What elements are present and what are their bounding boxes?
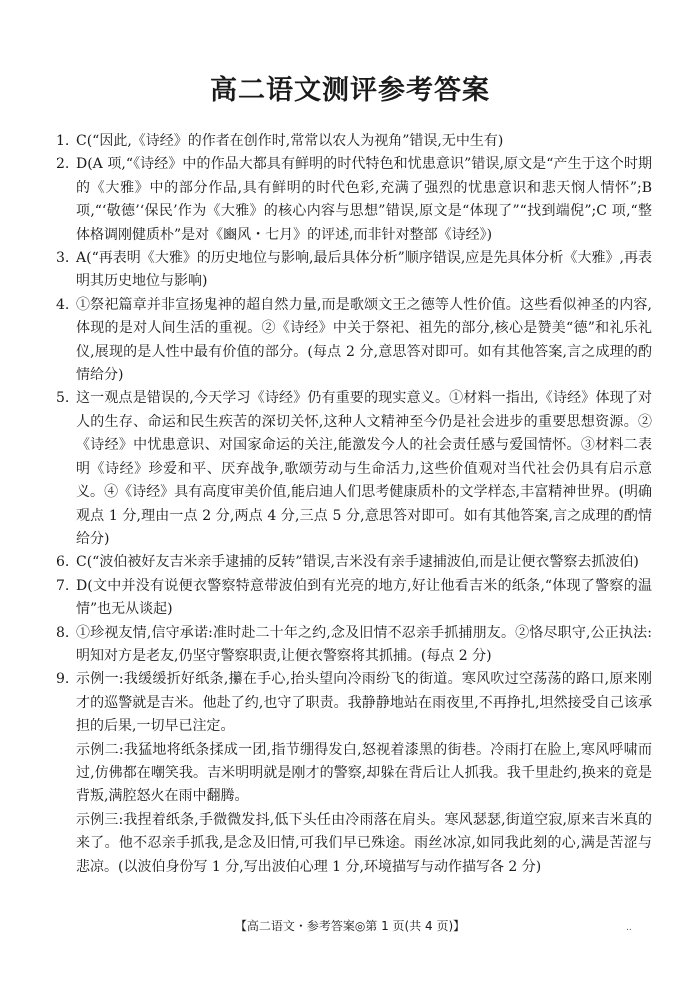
answer-item bbox=[56, 668, 652, 879]
answer-item bbox=[56, 551, 652, 574]
answer-number: 8. bbox=[56, 624, 70, 641]
answer-number: 6. bbox=[56, 554, 70, 571]
answer-number: 2. bbox=[56, 156, 70, 173]
answer-text: 示例一:我缓缓折好纸条,攥在手心,抬头望向冷雨纷飞的街道。寒风吹过空荡荡的路口,原来刚才的巡警就是吉米。他赴了约,也守了职责。我静静地站在雨夜里,不再挣扎,坦然接受自己该承担的后果,一切早已注定。 bbox=[76, 671, 652, 735]
page-footer: 【高二语文・参考答案◎第 1 页(共 4 页)】 bbox=[234, 919, 466, 933]
answer-number: 7. bbox=[56, 577, 70, 594]
answer-text: D(文中并没有说便衣警察特意带波伯到有光亮的地方,好让他看吉米的纸条,“体现了警察的温情”也无从谈起) bbox=[76, 577, 652, 618]
answer-number: 3. bbox=[56, 250, 70, 267]
answer-text: C(“波伯被好友吉米亲手逮捕的反转”错误,吉米没有亲手逮捕波伯,而是让便衣警察去抓波伯) bbox=[76, 554, 639, 571]
answer-text: A(“再表明《大雅》的历史地位与影响,最后具体分析”顺序错误,应是先具体分析《大雅》,再表明其历史地位与影响) bbox=[76, 250, 652, 290]
answer-item bbox=[56, 130, 652, 153]
answer-item bbox=[56, 247, 652, 294]
answer-text: 示例二:我猛地将纸条揉成一团,指节绷得发白,怒视着漆黑的街巷。冷雨打在脸上,寒风呼啸而过,仿佛都在嘲笑我。吉米明明就是刚才的警察,却躲在背后让人抓我。我千里赴约,换来的竟是背叛,满腔怒火在雨中翻腾。 bbox=[76, 741, 652, 805]
answer-number: 5. bbox=[56, 390, 70, 407]
page-title: 高二语文测评参考答案 bbox=[210, 75, 490, 106]
answer-number: 4. bbox=[56, 296, 70, 313]
answer-item bbox=[56, 153, 652, 247]
answer-number: 1. bbox=[56, 133, 70, 149]
answer-item bbox=[56, 622, 652, 669]
answer-number: 9. bbox=[56, 671, 70, 688]
answer-text: ①祭祀篇章并非宣扬鬼神的超自然力量,而是歌颂文王之德等人性价值。这些看似神圣的内容,体现的是对人间生活的重视。②《诗经》中关于祭祀、祖先的部分,核心是赞美“德”和礼乐礼仪,展现的是人性中最有价值的部分。(每点 2 分,意思答对即可。如有其他答案,言之成理的酌情给分) bbox=[76, 296, 652, 384]
answer-list bbox=[56, 130, 652, 879]
answer-item bbox=[56, 575, 652, 622]
answer-text: D(A 项,“《诗经》中的作品大都具有鲜明的时代特色和忧患意识”错误,原文是“产生于这个时期的《大雅》中的部分作品,具有鲜明的时代色彩,充满了强烈的忧患意识和悲天悯人情怀”;B 项,“‘敬德’‘保民’作为《大雅》的核心内容与思想”错误,原文是“体现了”“找到端倪”;C 项,“整体格调刚健质朴”是对《豳风・七月》的评述,而非针对整部《诗经》) bbox=[76, 156, 652, 243]
answer-text: ①珍视友情,信守承诺:准时赴二十年之约,念及旧情不忍亲手抓捕朋友。②恪尽职守,公正执法:明知对方是老友,仍坚守警察职责,让便衣警察将其抓捕。(每点 2 分) bbox=[76, 624, 652, 664]
answer-text: 示例三:我捏着纸条,手微微发抖,低下头任由冷雨落在肩头。寒风瑟瑟,街道空寂,原来吉米真的来了。他不忍亲手抓我,是念及旧情,可我们早已殊途。雨丝冰凉,如同我此刻的心,满是苦涩与悲凉。(以波伯身份写 1 分,写出波伯心理 1 分,环境描写与动作描写各 2 分) bbox=[76, 811, 652, 875]
answer-text: 这一观点是错误的,今天学习《诗经》仍有重要的现实意义。①材料一指出,《诗经》体现了对人的生存、命运和民生疾苦的深切关怀,这种人文精神至今仍是社会进步的重要思想资源。②《诗经》中忧患意识、对国家命运的关注,能激发今人的社会责任感与爱国情怀。③材料二表明《诗经》珍爱和平、厌弃战争,歌颂劳动与生命活力,这些价值观对当代社会仍具有启示意义。④《诗经》具有高度审美价值,能启迪人们思考健康质朴的文学样态,丰富精神世界。(明确观点 1 分,理由一点 2 分,两点 4 分,三点 5 分,意思答对即可。如有其他答案,言之成理的酌情给分) bbox=[76, 390, 652, 547]
answer-item bbox=[56, 387, 652, 551]
corner-mark: .. bbox=[626, 923, 632, 933]
answer-item bbox=[56, 294, 652, 388]
answer-text: C(“因此,《诗经》的作者在创作时,常常以农人为视角”错误,无中生有) bbox=[76, 133, 504, 149]
